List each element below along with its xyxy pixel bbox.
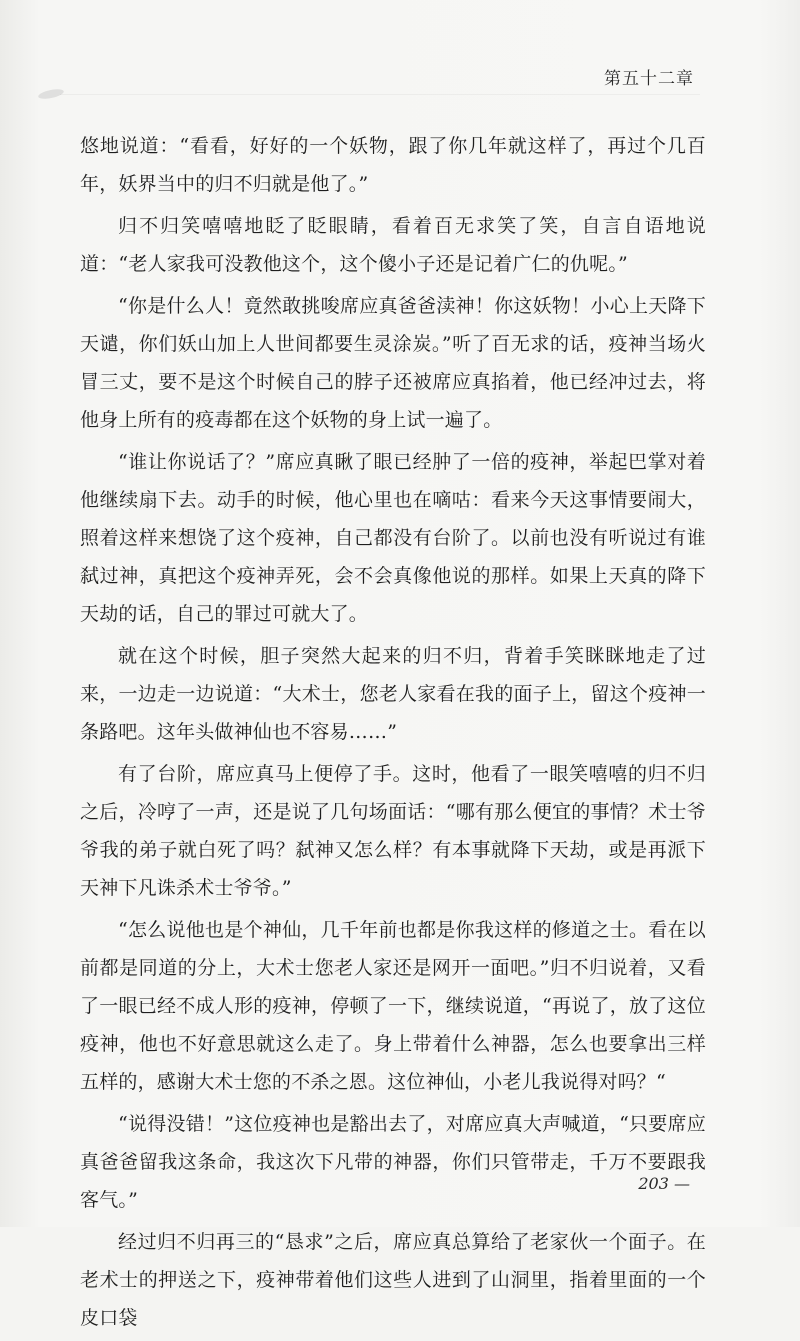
paragraph-6: 有了台阶，席应真马上便停了手。这时，他看了一眼笑嘻嘻的归不归之后，冷哼了一声，还是说了几句场面话：“哪有那么便宜的事情？术士爷爷我的弟子就白死了吗？弑神又怎么样？有本事就降下天劫，或是再派下天神下凡诛杀术士爷爷。” [80,763,706,899]
paragraph-2: 归不归笑嘻嘻地眨了眨眼睛，看着百无求笑了笑，自言自语地说道：“老人家我可没教他这个，这个傻小子还是记着广仁的仇呢。” [80,215,706,275]
paragraph-3: “你是什么人！竟然敢挑唆席应真爸爸渎神！你这妖物！小心上天降下天谴，你们妖山加上人世间都要生灵涂炭。”听了百无求的话，疫神当场火冒三丈，要不是这个时候自己的脖子还被席应真掐着，他已经冲过去，将他身上所有的疫毒都在这个妖物的身上试一遍了。 [80,295,706,431]
paragraph-7: “怎么说他也是个神仙，几千年前也都是你我这样的修道之士。看在以前都是同道的分上，大术士您老人家还是网开一面吧。”归不归说着，又看了一眼已经不成人形的疫神，停顿了一下，继续说道，“再说了，放了这位疫神，他也不好意思就这么走了。身上带着什么神器，怎么也要拿出三样五样的，感谢大术士您的不杀之恩。这位神仙，小老儿我说得对吗？“ [80,919,706,1093]
page-number: 203 — [638,1174,690,1193]
body-text [80,127,706,1341]
running-header-chapter: 第五十二章 [604,69,694,89]
header-rule [60,94,700,95]
paragraph-9: 经过归不归再三的“恳求”之后，席应真总算给了老家伙一个面子。在老术士的押送之下，疫神带着他们这些人进到了山洞里，指着里面的一个皮口袋 [80,1231,706,1329]
paragraph-5: 就在这个时候，胆子突然大起来的归不归，背着手笑眯眯地走了过来，一边走一边说道：“大术士，您老人家看在我的面子上，留这个疫神一条路吧。这年头做神仙也不容易……” [80,645,706,743]
paragraph-1: 悠地说道：“看看，好好的一个妖物，跟了你几年就这样了，再过个几百年，妖界当中的归不归就是他了。” [80,135,706,195]
paragraph-8: “说得没错！”这位疫神也是豁出去了，对席应真大声喊道，“只要席应真爸爸留我这条命，我这次下凡带的神器，你们只管带走，千万不要跟我客气。” [80,1113,706,1211]
paragraph-4: “谁让你说话了？”席应真瞅了眼已经肿了一倍的疫神，举起巴掌对着他继续扇下去。动手的时候，他心里也在嘀咕：看来今天这事情要闹大，照着这样来想饶了这个疫神，自己都没有台阶了。以前也没有听说过有谁弑过神，真把这个疫神弄死，会不会真像他说的那样。如果上天真的降下天劫的话，自己的罪过可就大了。 [80,451,706,625]
